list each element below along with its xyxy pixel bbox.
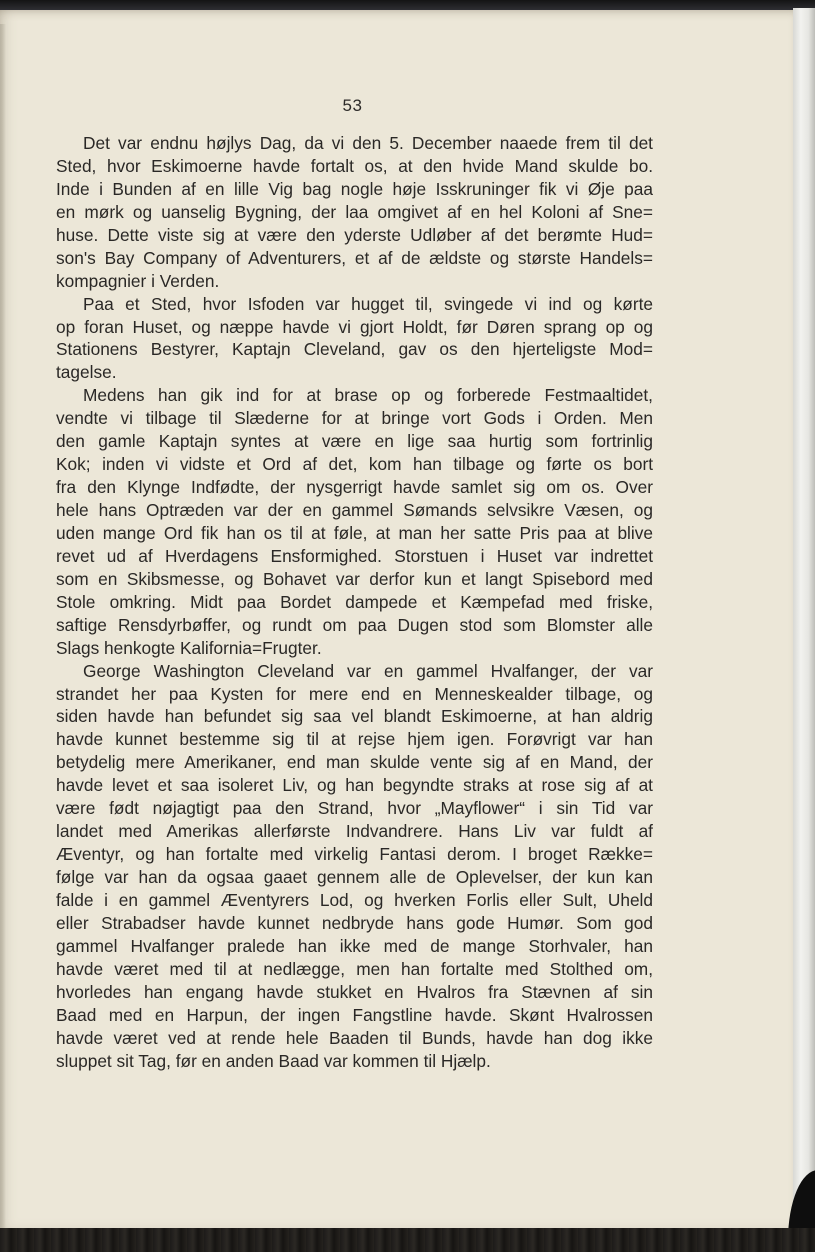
text-line: som en Skibsmesse, og Bohavet var derfor kun et langt Spisebord med — [56, 568, 653, 589]
text-line: vendte vi tilbage til Slæderne for at bringe vort Gods i Orden. Men — [56, 408, 653, 429]
page-gutter — [0, 24, 6, 1238]
text-line: en mørk og uanselig Bygning, der laa omgivet af en hel Koloni af Sne= — [56, 201, 653, 222]
text-line: Baad med en Harpun, der ingen Fangstline havde. Skønt Hvalrossen — [56, 1004, 653, 1025]
text-line: havde været med til at nedlægge, men han fortalte med Stolthed om, — [56, 958, 653, 979]
text-line: Stationens Bestyrer, Kaptajn Cleveland, gav os den hjerteligste Mod= — [56, 339, 653, 360]
text-line: Medens han gik ind for at brase op og forberede Festmaaltidet, — [83, 385, 653, 406]
text-line: Slags henkogte Kalifornia=Frugter. — [56, 637, 322, 658]
scan-right-edge — [793, 8, 815, 1230]
text-line: Sted, hvor Eskimoerne havde fortalt os, at den hvide Mand skulde bo. — [56, 155, 653, 176]
text-line: havde levet et saa isoleret Liv, og han begyndte straks at rose sig af at — [56, 775, 653, 796]
text-line: hvorledes han engang havde stukket en Hvalros fra Stævnen af sin — [56, 981, 653, 1002]
text-line: siden havde han befundet sig saa vel blandt Eskimoerne, at han aldrig — [56, 706, 653, 727]
text-line: være født nøjagtigt paa den Strand, hvor „Mayflower“ i sin Tid var — [56, 798, 653, 819]
text-line: havde kunnet bestemme sig til at rejse hjem igen. Forøvrigt var han — [56, 729, 653, 750]
text-line: Inde i Bunden af en lille Vig bag nogle høje Isskruninger fik vi Øje paa — [56, 178, 653, 199]
text-line: kompagnier i Verden. — [56, 270, 220, 291]
book-page — [0, 10, 793, 1228]
scan-bottom-edge — [0, 1228, 815, 1252]
text-line: Paa et Sted, hvor Isfoden var hugget til, svingede vi ind og kørte — [83, 293, 653, 314]
text-line: Stole omkring. Midt paa Bordet dampede et Kæmpefad med friske, — [56, 591, 653, 612]
text-line: havde været ved at rende hele Baaden til Bunds, havde han dog ikke — [56, 1027, 653, 1048]
text-line: den gamle Kaptajn syntes at være en lige saa hurtig som fortrinlig — [56, 431, 653, 452]
page-number: 53 — [342, 96, 363, 115]
text-line: Det var endnu højlys Dag, da vi den 5. December naaede frem til det — [83, 133, 653, 153]
text-line: uden mange Ord fik han os til at føle, at man her satte Pris paa at blive — [56, 522, 653, 543]
text-line: op foran Huset, og næppe havde vi gjort Holdt, før Døren sprang op og — [56, 316, 653, 337]
text-line: betydelig mere Amerikaner, end man skulde vente sig af en Mand, der — [56, 752, 653, 773]
text-line: eller Strabadser havde kunnet nedbryde hans gode Humør. Som god — [56, 912, 653, 933]
text-line: saftige Rensdyrbøffer, og rundt om paa Dugen stod som Blomster alle — [56, 614, 653, 635]
text-line: George Washington Cleveland var en gammel Hvalfanger, der var — [83, 660, 653, 681]
text-line: falde i en gammel Æventyrers Lod, og hverken Forlis eller Sult, Uheld — [56, 889, 653, 910]
body-text — [56, 132, 653, 1072]
text-line: sluppet sit Tag, før en anden Baad var kommen til Hjælp. — [56, 1050, 491, 1071]
text-line: gammel Hvalfanger pralede han ikke med de mange Storhvaler, han — [56, 935, 653, 956]
text-line: fra den Klynge Indfødte, der nysgerrigt havde samlet sig om os. Over — [56, 477, 653, 498]
text-line: hele hans Optræden var der en gammel Sømands selvsikre Væsen, og — [56, 500, 653, 520]
text-line: strandet her paa Kysten for mere end en Menneskealder tilbage, og — [56, 683, 653, 704]
text-line: huse. Dette viste sig at være den yderste Udløber af det berømte Hud= — [56, 224, 653, 245]
text-line: tagelse. — [56, 362, 117, 383]
text-line: revet ud af Hverdagens Ensformighed. Storstuen i Huset var indrettet — [56, 545, 653, 566]
text-line: son's Bay Company of Adventurers, et af de ældste og største Handels= — [56, 247, 653, 268]
text-line: Æventyr, og han fortalte med virkelig Fantasi derom. I broget Række= — [56, 844, 653, 865]
text-line: Kok; inden vi vidste et Ord af det, kom han tilbage og førte os bort — [56, 454, 653, 475]
text-line: landet med Amerikas allerførste Indvandrere. Hans Liv var fuldt af — [56, 821, 653, 842]
text-line: følge var han da ogsaa gaaet gennem alle de Oplevelser, der kun kan — [56, 867, 653, 887]
